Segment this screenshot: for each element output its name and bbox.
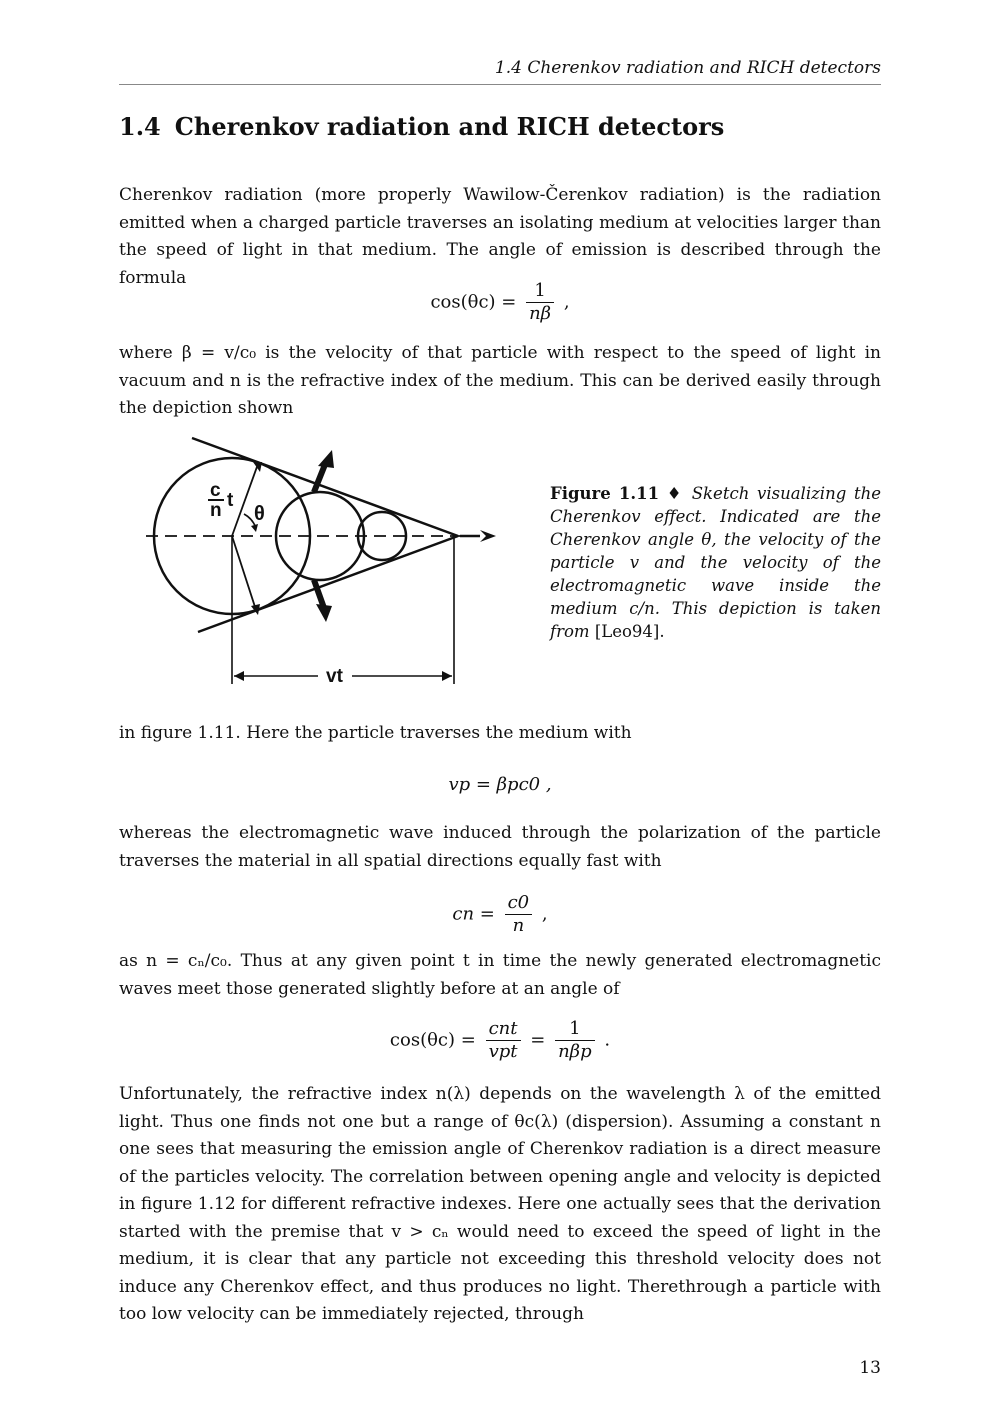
equation-4-fraction-1 [486,1018,521,1063]
equation-3-tail: , [541,903,548,925]
equation-1-fraction [526,280,554,325]
paragraph-6: Unfortunately, the refractive index n(λ) depends on the wavelength λ of the emitted light. Thus one finds not one but a range of θc(λ) (dispersion). Assuming a constant n one sees that measuring the emission angle of Cherenkov radiation is a direct measure of the particles velocity. The correlation between opening angle and velocity is depicted in figure 1.12 for different refractive indexes. Here one actually sees that the derivation started with the premise that v > cₙ would need to exceed the speed of light in the medium, it is clear that any particle not exceeding this threshold velocity does not induce any Cherenkov effect, and thus produces no light. Therethrough a particle with too low velocity can be immediately rejected, through [119,1084,881,1324]
cherenkov-figure [140,430,500,700]
equation-4-tail: . [604,1029,611,1051]
paragraph-4: whereas the electromagnetic wave induced through the polarization of the particle traverses the material in all spatial directions equally fast with [119,823,881,871]
equation-4-equals: = [530,1029,546,1051]
label-n: n [210,500,222,521]
equation-4-denominator-2: nβp [558,1041,592,1062]
equation-3 [119,892,881,937]
section-title-text: Cherenkov radiation and RICH detectors [174,112,725,141]
vt-arrowhead-right [442,671,452,681]
cone-line-upper [192,438,458,536]
equation-4-fraction-2 [555,1018,595,1063]
equation-3-denominator: n [512,915,525,936]
emission-arrow-up-head [318,450,334,468]
header-rule [119,84,881,85]
equation-2: vp = βpc0 , [448,774,552,795]
label-t: t [227,490,234,511]
section-title [119,112,738,141]
radius-line-lower [232,536,256,610]
paragraph-2: where β = v/c₀ is the velocity of that particle with respect to the speed of light in vacuum and n is the refractive index of the medium. This can be derived easily through the depiction shown [119,343,881,418]
equation-1-lhs: cos(θc) = [430,291,517,313]
equation-4-denominator-1: vpt [488,1041,518,1062]
emission-arrow-down [314,580,324,608]
paragraph-1: Cherenkov radiation (more properly Wawilow-Čerenkov radiation) is the radiation emitted when a charged particle traverses an isolating medium at velocities larger than the speed of light in that medium. The angle of emission is described through the formula [119,185,881,288]
paragraph-3: in figure 1.11. Here the particle traverses the medium with [119,723,632,743]
paragraph-5: as n = cₙ/c₀. Thus at any given point t in time the newly generated electromagnetic waves meet those generated slightly before at an angle of [119,951,881,999]
page-number: 13 [859,1358,881,1378]
equation-3-numerator: c0 [505,892,533,915]
figure-label: Figure 1.11 [550,484,660,503]
label-vt: vt [326,666,343,687]
radius-arrow-head-lower [251,604,260,615]
label-c: c [210,480,221,501]
section-number: 1.4 [119,112,161,141]
running-head: 1.4 Cherenkov radiation and RICH detectors [494,58,881,78]
equation-3-fraction [505,892,533,937]
caption-separator: ♦ [666,484,685,503]
equation-4-lhs: cos(θc) = [389,1029,476,1051]
cherenkov-sketch [140,430,500,700]
angle-arc-head [251,524,258,532]
equation-4-numerator-1: cnt [486,1018,521,1041]
caption-text: Sketch visualizing the Cherenkov effect. Indicated are the Cherenkov angle θ, the velocity of the particle v and the velocity of the electromagnetic wave inside the medium c/n. This depiction is taken from [550,484,881,641]
radius-arrow-head-upper [253,462,262,472]
caption-citation[interactable]: [Leo94]. [594,622,665,641]
equation-1-tail: , [563,291,570,313]
equation-1 [119,280,881,325]
emission-arrow-down-head [316,604,332,622]
equation-1-numerator: 1 [526,280,554,303]
vt-arrowhead-left [234,671,244,681]
equation-4-numerator-2: 1 [555,1018,595,1041]
particle-arrow-head [480,530,496,542]
figure-caption [550,482,881,643]
equation-1-denominator: nβ [529,303,552,324]
equation-4 [119,1018,881,1063]
equation-3-lhs: cn = [452,903,495,925]
label-theta: θ [254,503,265,525]
